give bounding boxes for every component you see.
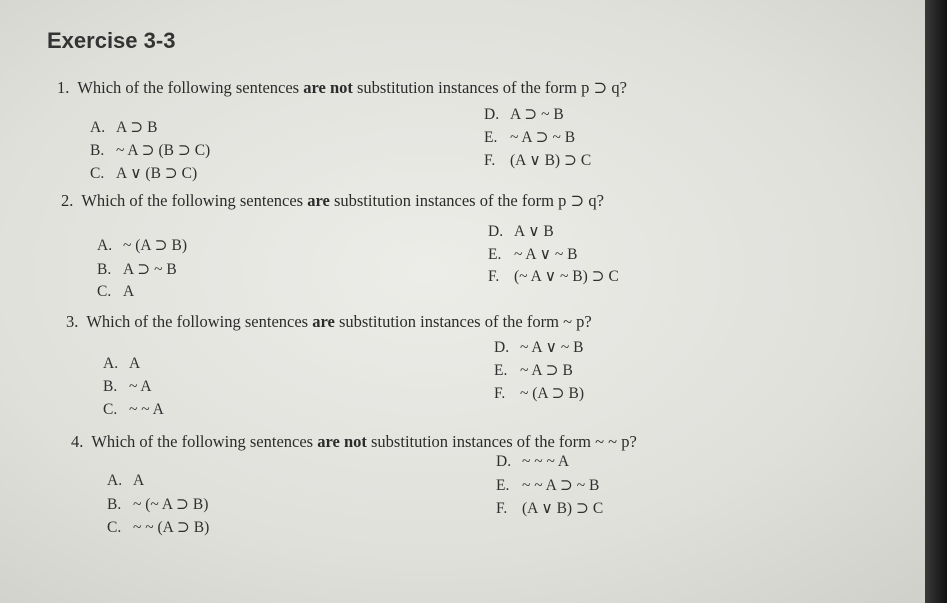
question-number: 2.	[61, 191, 74, 210]
question-text: substitution instances of the form ~ p?	[334, 312, 592, 331]
question-text: Which of the following sentences	[81, 191, 308, 210]
option-3d: D. ~ A ∨ ~ B	[494, 339, 584, 356]
option-2d: D. A ∨ B	[488, 223, 554, 240]
question-4	[71, 432, 637, 452]
question-emphasis: are	[312, 312, 335, 331]
option-4a: A. A	[107, 472, 145, 489]
option-1b: B. ~ A ⊃ (B ⊃ C)	[90, 142, 211, 159]
question-2	[61, 191, 604, 211]
page-edge-shadow	[925, 0, 947, 603]
question-number: 4.	[71, 432, 84, 451]
option-4d: D. ~ ~ ~ A	[496, 453, 570, 470]
option-1c: C. A ∨ (B ⊃ C)	[90, 165, 198, 182]
option-4e: E. ~ ~ A ⊃ ~ B	[496, 477, 600, 494]
option-4c: C. ~ ~ (A ⊃ B)	[107, 519, 210, 536]
question-text: substitution instances of the form ~ ~ p?	[366, 432, 637, 451]
option-3f: F. ~ (A ⊃ B)	[494, 385, 584, 402]
question-text: Which of the following sentences	[91, 432, 318, 451]
question-emphasis: are not	[317, 432, 367, 451]
option-1e: E. ~ A ⊃ ~ B	[484, 129, 576, 146]
option-1f: F. (A ∨ B) ⊃ C	[484, 152, 592, 169]
option-2a: A. ~ (A ⊃ B)	[97, 237, 187, 254]
option-3b: B. ~ A	[103, 378, 152, 395]
option-4f: F. (A ∨ B) ⊃ C	[496, 500, 604, 517]
question-1	[57, 78, 627, 98]
option-3c: C. ~ ~ A	[103, 401, 164, 418]
option-3e: E. ~ A ⊃ B	[494, 362, 573, 379]
question-text: Which of the following sentences	[77, 78, 304, 97]
question-text: Which of the following sentences	[86, 312, 313, 331]
question-emphasis: are	[307, 191, 330, 210]
question-text: substitution instances of the form p ⊃ q?	[329, 191, 604, 210]
question-number: 3.	[66, 312, 79, 331]
option-2b: B. A ⊃ ~ B	[97, 261, 177, 278]
question-3	[66, 312, 592, 332]
question-number: 1.	[57, 78, 70, 97]
option-1a: A. A ⊃ B	[90, 119, 158, 136]
question-emphasis: are not	[303, 78, 353, 97]
option-2c: C. A	[97, 283, 135, 300]
option-3a: A. A	[103, 355, 141, 372]
question-text: substitution instances of the form p ⊃ q?	[352, 78, 628, 97]
option-2e: E. ~ A ∨ ~ B	[488, 246, 578, 263]
option-1d: D. A ⊃ ~ B	[484, 106, 564, 123]
option-4b: B. ~ (~ A ⊃ B)	[107, 496, 209, 513]
exercise-title: Exercise 3-3	[47, 28, 176, 53]
option-2f: F. (~ A ∨ ~ B) ⊃ C	[488, 268, 619, 285]
